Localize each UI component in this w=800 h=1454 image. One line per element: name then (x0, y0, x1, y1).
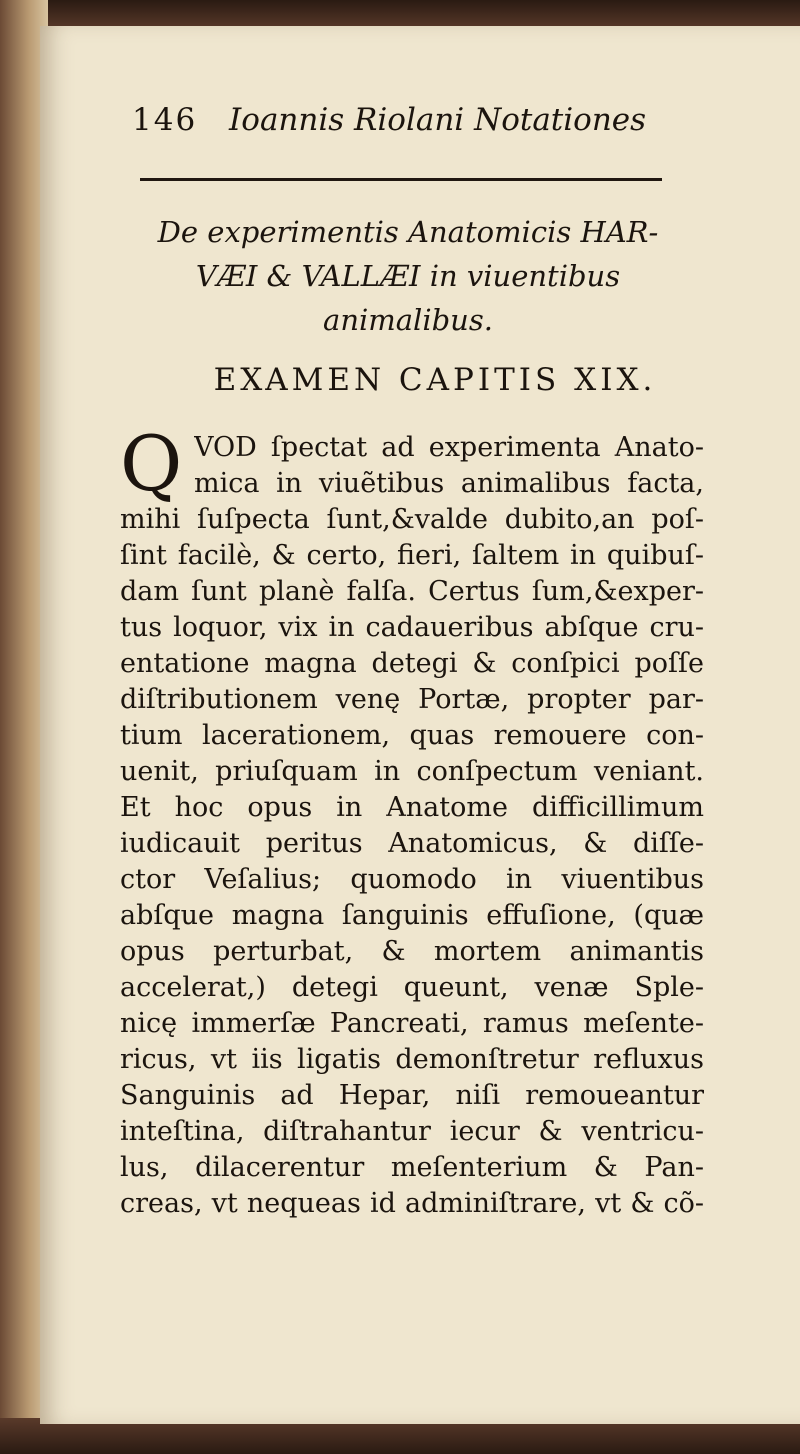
chapter-subtitle: EXAMEN CAPITIS XIX. (213, 362, 657, 398)
text-line: ricus, vt iis ligatis demonſtretur refluxus (120, 1044, 704, 1075)
text-line: tium lacerationem, quas remouere con- (120, 720, 704, 751)
running-header (132, 102, 672, 150)
chapter-title (128, 210, 688, 340)
text-line: diſtributionem venę Portæ, propter par- (120, 684, 704, 715)
text-line: tus loquor, vix in cadaueribus abſque cru- (120, 612, 704, 643)
text-line: mica in viuẽtibus animalibus facta, (194, 468, 704, 499)
text-line: opus perturbat, & mortem animantis (120, 936, 704, 967)
text-line: uenit, priuſquam in conſpectum veniant. (120, 756, 704, 787)
text-line: accelerat,) detegi queunt, venæ Sple- (120, 972, 704, 1003)
chapter-title-line-2: VÆI & VALLÆI in viuentibus (195, 259, 621, 293)
chapter-title-line-3: animalibus. (323, 303, 493, 337)
text-line: lus, dilacerentur meſenterium & Pan- (120, 1152, 704, 1183)
text-line: VOD ſpectat ad experimenta Anato- (194, 432, 704, 463)
text-line: entatione magna detegi & conſpici poſſe (120, 648, 704, 679)
text-line: inteſtina, diſtrahantur iecur & ventricu- (120, 1116, 704, 1147)
text-line: dam ſunt planè falſa. Certus ſum,&exper- (120, 576, 704, 607)
drop-cap: Q (120, 419, 183, 508)
page-number: 146 (132, 102, 198, 138)
text-line: abſque magna ſanguinis effuſione, (quæ (120, 900, 704, 931)
text-line: nicę immerſæ Pancreati, ramus meſente- (120, 1008, 704, 1039)
running-title: Ioannis Riolani Notationes (229, 102, 647, 138)
text-line: Et hoc opus in Anatome difficillimum (120, 792, 704, 823)
header-rule (140, 178, 662, 181)
text-line: ſint facilè, & certo, fieri, ſaltem in quibuſ- (120, 540, 704, 571)
chapter-title-line-1: De experimentis Anatomicis HAR- (157, 215, 659, 249)
text-line: Sanguinis ad Hepar, niſi remoueantur (120, 1080, 704, 1111)
text-line: creas, vt nequeas id adminiſtrare, vt & cõ- (120, 1188, 704, 1219)
text-line: iudicauit peritus Anatomicus, & diſſe- (120, 828, 704, 859)
text-line: ctor Veſalius; quomodo in viuentibus (120, 864, 704, 895)
text-line: mihi ſuſpecta ſunt,&valde dubito,an poſ- (120, 504, 704, 535)
